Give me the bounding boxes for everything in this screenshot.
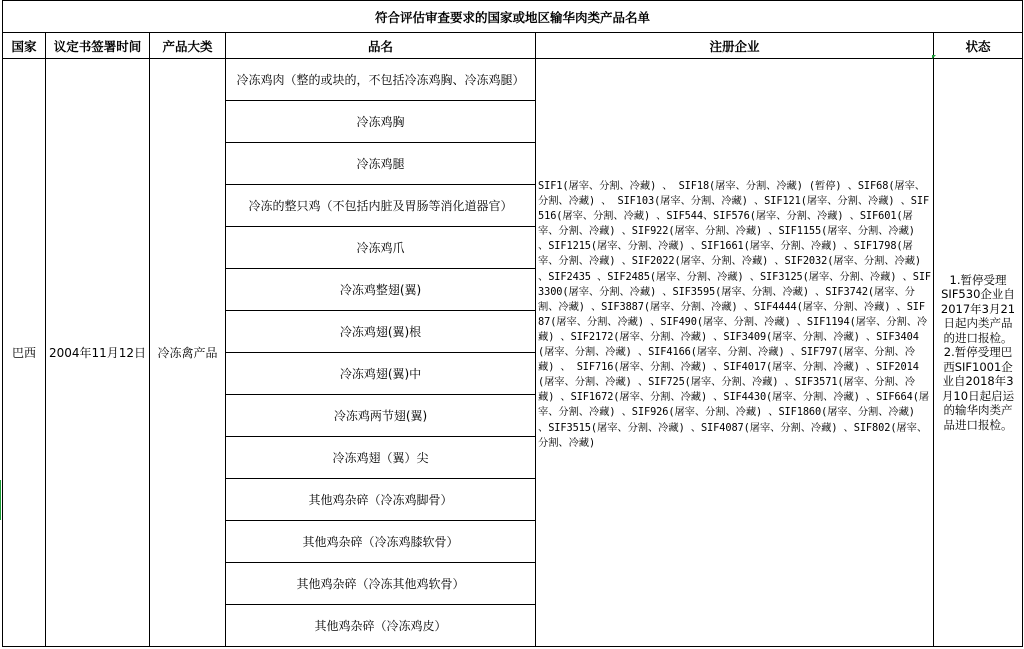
product-cell: 冷冻鸡两节翅(翼)	[226, 395, 536, 437]
company-list: SIF1(屠宰、分割、冷藏) 、 SIF18(屠宰、分割、冷藏) (暂停) 、SIF68(屠宰、分割、冷藏) 、 SIF103(屠宰、分割、冷藏) 、SIF121(屠宰、分割、冷藏) 、SIF516(屠宰、分割、冷藏) 、SIF544、SIF576(屠宰、分割、冷藏) 、SIF601(屠宰、分割、冷藏) 、SIF922(屠宰、分割、冷藏) 、SIF1155(屠宰、分割、冷藏) 、SIF1215(屠宰、分割、冷藏) 、SIF1661(屠宰、分割、冷藏) 、SIF1798(屠宰、分割、冷藏) 、SIF2022(屠宰、分割、冷藏) 、SIF2032(屠宰、分割、冷藏) 、SIF2435 、SIF2485(屠宰、分割、冷藏) 、SIF3125(屠宰、分割、冷藏) 、SIF3300(屠宰、分割、冷藏) 、SIF3595(屠宰、分割、冷藏) 、SIF3742(屠宰、分割、冷藏) 、SIF3887(屠宰、分割、冷藏) 、SIF4444(屠宰、分割、冷藏) 、SIF87(屠宰、分割、冷藏) 、SIF490(屠宰、分割、冷藏) 、SIF1194(屠宰、分割、冷藏) 、SIF2172(屠宰、分割、冷藏) 、SIF3409(屠宰、分割、冷藏) 、SIF3404(屠宰、分割、冷藏) 、SIF4166(屠宰、分割、冷藏) 、SIF797(屠宰、分割、冷藏) 、 SIF716(屠宰、分割、冷藏) 、SIF4017(屠宰、分割、冷藏) 、SIF2014(屠宰、分割、冷藏) 、SIF725(屠宰、分割、冷藏) 、SIF3571(屠宰、分割、冷藏) 、SIF1672(屠宰、分割、冷藏) 、SIF4430(屠宰、分割、冷藏) 、SIF664(屠宰、分割、冷藏) 、SIF926(屠宰、分割、冷藏) 、SIF1860(屠宰、分割、冷藏) 、SIF3515(屠宰、分割、冷藏) 、SIF4087(屠宰、分割、冷藏) 、SIF802(屠宰、分割、冷藏)	[538, 180, 932, 449]
header-product: 品名	[226, 33, 536, 59]
product-cell: 其他鸡杂碎（冷冻其他鸡软骨）	[226, 563, 536, 605]
product-cell: 冷冻鸡爪	[226, 227, 536, 269]
product-cell: 冷冻鸡腿	[226, 143, 536, 185]
product-cell: 冷冻鸡胸	[226, 101, 536, 143]
product-cell: 冷冻鸡翅(翼)根	[226, 311, 536, 353]
header-date: 议定书签署时间	[46, 33, 150, 59]
comment-marker	[932, 55, 936, 59]
product-cell: 冷冻鸡翅(翼)中	[226, 353, 536, 395]
spreadsheet	[2, 0, 1022, 649]
header-category: 产品大类	[150, 33, 226, 59]
product-cell: 冷冻的整只鸡（不包括内脏及胃肠等消化道器官）	[226, 185, 536, 227]
product-cell: 冷冻鸡整翅(翼)	[226, 269, 536, 311]
selection-edge	[0, 480, 1, 520]
table-title: 符合评估审查要求的国家或地区输华肉类产品名单	[3, 1, 1023, 33]
product-cell: 其他鸡杂碎（冷冻鸡脚骨）	[226, 479, 536, 521]
date-cell: 2004年11月12日	[46, 59, 150, 647]
product-cell: 冷冻鸡肉（整的或块的，不包括冷冻鸡胸、冷冻鸡腿）	[226, 59, 536, 101]
header-company: 注册企业	[536, 33, 934, 59]
product-cell: 冷冻鸡翅（翼）尖	[226, 437, 536, 479]
product-cell: 其他鸡杂碎（冷冻鸡皮）	[226, 605, 536, 647]
header-status: 状态	[934, 33, 1023, 59]
product-table	[2, 0, 1023, 647]
country-cell: 巴西	[3, 59, 46, 647]
status-cell	[934, 59, 1023, 647]
category-cell: 冷冻禽产品	[150, 59, 226, 647]
status-text: 1.暂停受理SIF530企业自2017年3月21日起内类产品的进口报检。 2.暂停受理巴西SIF1001企业自2018年3月10日起启运的输华肉类产品进口报检。	[940, 272, 1016, 432]
company-cell	[536, 59, 934, 647]
product-cell: 其他鸡杂碎（冷冻鸡膝软骨）	[226, 521, 536, 563]
header-country: 国家	[3, 33, 46, 59]
